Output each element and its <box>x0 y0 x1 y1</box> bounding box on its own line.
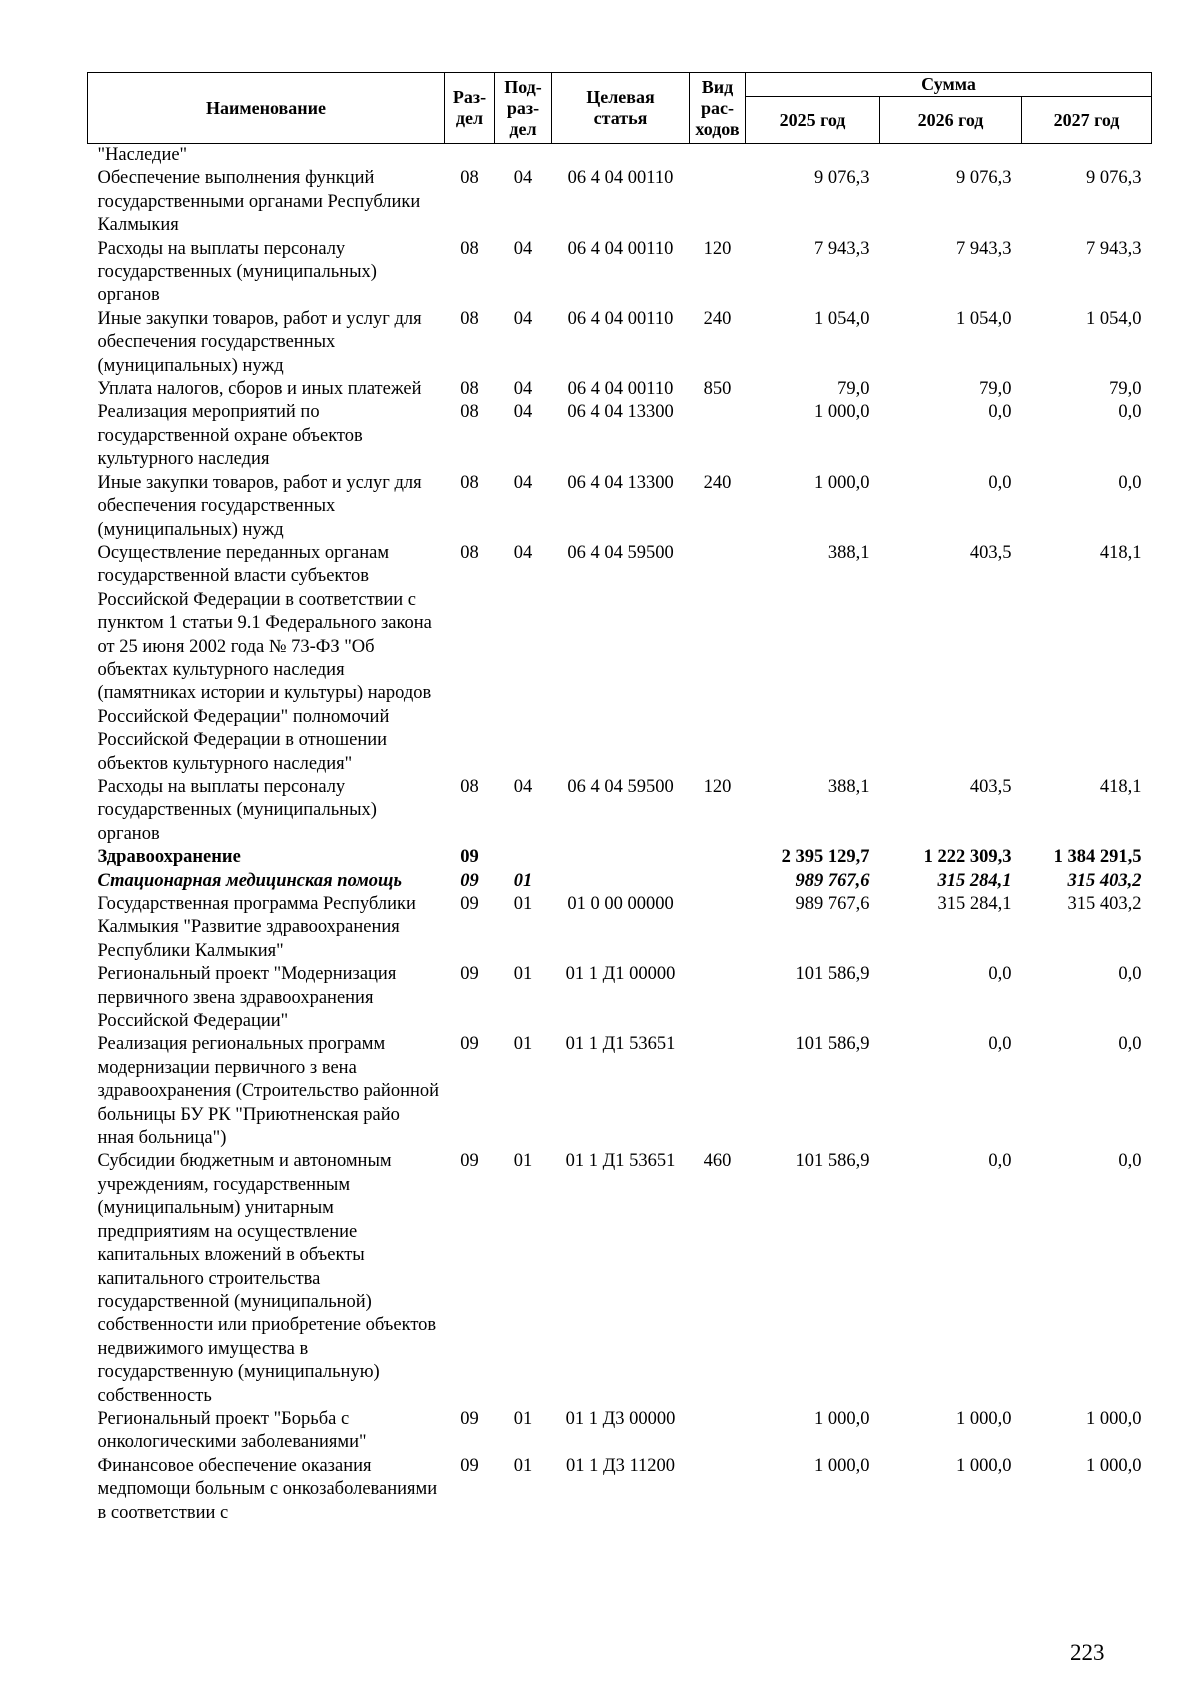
cell-sum-2025: 1 054,0 <box>814 308 870 329</box>
table-row <box>88 472 1152 542</box>
cell-sum-2025: 79,0 <box>837 379 870 400</box>
table-row <box>88 401 1152 471</box>
cell-razdel: 09 <box>460 1408 479 1429</box>
header-2026: 2026 год <box>880 97 1022 144</box>
cell-sum-2026: 0,0 <box>988 1151 1012 1172</box>
cell-name: Обеспечение выполнения функций государственными органами Республики Калмыкия <box>97 168 421 236</box>
table-row <box>88 378 1152 401</box>
cell-celevaya-statya: 01 0 00 00000 <box>567 894 674 914</box>
cell-razdel: 09 <box>460 894 479 914</box>
table-row <box>88 1408 1152 1455</box>
cell-vid-rashodov <box>690 846 746 869</box>
cell-sum-2027: 1 000,0 <box>1086 1455 1142 1476</box>
cell-podrazdel: 01 <box>513 870 533 891</box>
cell-vid-rashodov <box>690 893 746 963</box>
cell-sum-2025: 388,1 <box>827 542 870 563</box>
cell-razdel: 09 <box>460 1455 479 1476</box>
cell-celevaya-statya: 06 4 04 59500 <box>567 776 674 797</box>
cell-celevaya-statya: 06 4 04 59500 <box>567 542 674 563</box>
cell-sum-2025: 1 000,0 <box>814 472 870 493</box>
cell-podrazdel: 04 <box>513 472 533 493</box>
cell-vid-rashodov: 460 <box>703 1151 732 1172</box>
cell-vid-rashodov <box>690 1455 746 1525</box>
cell-sum-2027: 315 403,2 <box>1067 870 1142 891</box>
cell-podrazdel: 01 <box>513 1455 533 1476</box>
cell-sum-2025 <box>746 144 880 168</box>
cell-vid-rashodov: 120 <box>703 776 732 797</box>
cell-podrazdel: 04 <box>513 238 533 259</box>
cell-celevaya-statya: 01 1 Д1 53651 <box>565 1151 676 1172</box>
cell-sum-2026: 403,5 <box>969 776 1012 797</box>
cell-sum-2027: 7 943,3 <box>1086 238 1142 259</box>
cell-sum-2026: 315 284,1 <box>937 894 1012 914</box>
cell-sum-2027: 0,0 <box>1118 964 1142 985</box>
cell-sum-2025: 388,1 <box>827 776 870 797</box>
cell-podrazdel: 01 <box>513 1034 533 1055</box>
cell-sum-2025: 989 767,6 <box>795 870 870 891</box>
cell-razdel: 09 <box>460 964 479 985</box>
table-row <box>88 1455 1152 1525</box>
cell-podrazdel: 04 <box>513 776 533 797</box>
cell-sum-2026: 0,0 <box>988 964 1012 985</box>
cell-name: Субсидии бюджетным и автономным учреждениям, государственным (муниципальным) унитарным предприятиям на осуществление капитальных вложений в объекты капитального строительства государственной (муниципальной) собственности или приобретение объектов недвижимого имущества в государственную (муниципальную) собственность <box>97 1151 437 1406</box>
cell-podrazdel: 01 <box>513 964 533 985</box>
cell-vid-rashodov <box>690 963 746 1033</box>
cell-sum-2026: 0,0 <box>988 472 1012 493</box>
table-row <box>88 1150 1152 1407</box>
table-row <box>88 542 1152 776</box>
cell-name: Уплата налогов, сборов и иных платежей <box>97 379 422 400</box>
table-row <box>88 776 1152 846</box>
header-2025: 2025 год <box>746 97 880 144</box>
cell-vid-rashodov <box>690 401 746 471</box>
cell-sum-2026: 315 284,1 <box>937 870 1012 891</box>
page-number: 223 <box>1070 1640 1105 1665</box>
table-row <box>88 963 1152 1033</box>
cell-celevaya-statya: 01 1 Д3 11200 <box>565 1455 676 1476</box>
cell-sum-2025: 7 943,3 <box>814 238 870 259</box>
cell-vid-rashodov <box>690 144 746 168</box>
cell-name: Расходы на выплаты персоналу государственных (муниципальных) органов <box>97 776 377 844</box>
cell-name: Региональный проект "Модернизация первичного звена здравоохранения Российской Федерации" <box>97 964 397 1032</box>
cell-name: Государственная программа Республики Калмыкия "Развитие здравоохранения Республики Калмыкия" <box>97 894 416 961</box>
cell-sum-2025: 1 000,0 <box>814 1408 870 1429</box>
cell-name: Реализация региональных программ модернизации первичного з вена здравоохранения (Строительство районной больницы БУ РК "Приютненская райо нная больница") <box>97 1034 440 1149</box>
cell-celevaya-statya: 01 1 Д1 53651 <box>565 1034 676 1055</box>
cell-sum-2027: 315 403,2 <box>1067 894 1142 914</box>
cell-celevaya-statya <box>552 870 690 893</box>
cell-sum-2026: 7 943,3 <box>956 238 1012 259</box>
cell-name: Региональный проект "Борьба с онкологическими заболеваниями" <box>97 1408 367 1453</box>
cell-razdel <box>445 144 495 168</box>
cell-sum-2027: 79,0 <box>1109 379 1142 400</box>
cell-vid-rashodov: 240 <box>703 308 732 329</box>
cell-celevaya-statya: 06 4 04 00110 <box>567 379 674 400</box>
cell-podrazdel: 04 <box>513 168 533 189</box>
cell-name: Стационарная медицинская помощь <box>97 870 402 891</box>
cell-podrazdel: 01 <box>513 1151 533 1172</box>
cell-name: "Наследие" <box>97 145 188 165</box>
cell-celevaya-statya <box>552 144 690 168</box>
cell-sum-2025: 2 395 129,7 <box>781 847 870 868</box>
cell-sum-2026 <box>880 144 1022 168</box>
table-row <box>88 893 1152 963</box>
cell-name: Осуществление переданных органам государственной власти субъектов Российской Федерации в соответствии с пунктом 1 статьи 9.1 Федерального закона от 25 июня 2002 года № 73-ФЗ "Об объектах культурного наследия (памятниках истории и культуры) народов Российской Федерации" полномочий Российской Федерации в отношении объектов культурного наследия" <box>97 542 432 774</box>
cell-sum-2025: 1 000,0 <box>814 1455 870 1476</box>
cell-razdel: 08 <box>460 379 479 400</box>
cell-podrazdel: 04 <box>513 379 533 400</box>
cell-sum-2025: 101 586,9 <box>795 1034 870 1055</box>
cell-sum-2027 <box>1022 144 1152 168</box>
cell-vid-rashodov <box>690 542 746 776</box>
cell-razdel: 09 <box>460 1151 479 1172</box>
cell-celevaya-statya: 01 1 Д3 00000 <box>565 1408 676 1429</box>
cell-razdel: 08 <box>460 238 479 259</box>
cell-sum-2026: 0,0 <box>988 1034 1012 1055</box>
table-row <box>88 167 1152 237</box>
cell-sum-2027: 1 054,0 <box>1086 308 1142 329</box>
cell-podrazdel: 04 <box>513 402 533 423</box>
table-row <box>88 308 1152 378</box>
table-row <box>88 846 1152 869</box>
cell-sum-2026: 9 076,3 <box>956 168 1012 189</box>
header-2027: 2027 год <box>1022 97 1152 144</box>
cell-name: Расходы на выплаты персоналу государственных (муниципальных) органов <box>97 238 377 306</box>
cell-sum-2025: 989 767,6 <box>795 894 870 914</box>
table-row <box>88 1033 1152 1150</box>
header-podrazdel: Под- раз- дел <box>495 73 552 144</box>
cell-name: Финансовое обеспечение оказания медпомощи больным с онкозаболеваниями в соответствии с <box>97 1455 438 1523</box>
cell-podrazdel <box>495 846 552 869</box>
cell-sum-2026: 1 000,0 <box>956 1408 1012 1429</box>
cell-sum-2026: 1 054,0 <box>956 308 1012 329</box>
header-summa: Сумма <box>746 73 1152 97</box>
cell-podrazdel: 01 <box>513 894 533 914</box>
cell-celevaya-statya: 06 4 04 13300 <box>567 402 674 423</box>
cell-sum-2026: 403,5 <box>969 542 1012 563</box>
cell-celevaya-statya: 06 4 04 00110 <box>567 238 674 259</box>
cell-sum-2027: 0,0 <box>1118 472 1142 493</box>
cell-razdel: 08 <box>460 168 479 189</box>
cell-sum-2027: 0,0 <box>1118 1034 1142 1055</box>
cell-sum-2026: 79,0 <box>979 379 1012 400</box>
cell-razdel: 08 <box>460 542 479 563</box>
cell-podrazdel <box>495 144 552 168</box>
header-name: Наименование <box>88 73 445 144</box>
cell-podrazdel: 04 <box>513 308 533 329</box>
table-row <box>88 870 1152 893</box>
cell-razdel: 08 <box>460 402 479 423</box>
table-body <box>88 144 1152 1525</box>
cell-vid-rashodov: 120 <box>703 238 732 259</box>
cell-celevaya-statya <box>552 846 690 869</box>
cell-sum-2027: 1 384 291,5 <box>1053 847 1142 868</box>
cell-vid-rashodov: 240 <box>703 472 732 493</box>
cell-vid-rashodov <box>690 1408 746 1455</box>
cell-name: Реализация мероприятий по государственной охране объектов культурного наследия <box>97 402 363 470</box>
cell-sum-2026: 1 000,0 <box>956 1455 1012 1476</box>
cell-vid-rashodov: 850 <box>703 379 732 400</box>
budget-table <box>87 72 1152 1525</box>
cell-sum-2026: 0,0 <box>988 402 1012 423</box>
cell-celevaya-statya: 01 1 Д1 00000 <box>565 964 676 985</box>
table-row <box>88 238 1152 308</box>
cell-vid-rashodov <box>690 870 746 893</box>
cell-razdel: 09 <box>460 847 479 868</box>
cell-razdel: 08 <box>460 776 479 797</box>
cell-name: Иные закупки товаров, работ и услуг для обеспечения государственных (муниципальных) нужд <box>97 472 422 540</box>
cell-sum-2025: 9 076,3 <box>814 168 870 189</box>
cell-razdel: 08 <box>460 308 479 329</box>
cell-razdel: 09 <box>460 1034 479 1055</box>
cell-sum-2025: 1 000,0 <box>814 402 870 423</box>
cell-podrazdel: 01 <box>513 1408 533 1429</box>
header-vid: Вид рас- ходов <box>690 73 746 144</box>
cell-sum-2025: 101 586,9 <box>795 964 870 985</box>
cell-vid-rashodov <box>690 167 746 237</box>
cell-vid-rashodov <box>690 1033 746 1150</box>
header-razdel: Раз- дел <box>445 73 495 144</box>
table-row <box>88 144 1152 168</box>
cell-razdel: 09 <box>460 870 479 891</box>
cell-sum-2026: 1 222 309,3 <box>923 847 1012 868</box>
cell-sum-2027: 418,1 <box>1099 542 1142 563</box>
cell-name: Иные закупки товаров, работ и услуг для обеспечения государственных (муниципальных) нужд <box>97 308 422 376</box>
header-celevaya: Целевая статья <box>552 73 690 144</box>
cell-sum-2027: 0,0 <box>1118 402 1142 423</box>
cell-sum-2027: 418,1 <box>1099 776 1142 797</box>
cell-sum-2027: 1 000,0 <box>1086 1408 1142 1429</box>
cell-name: Здравоохранение <box>97 847 241 868</box>
cell-celevaya-statya: 06 4 04 00110 <box>567 168 674 189</box>
cell-celevaya-statya: 06 4 04 00110 <box>567 308 674 329</box>
cell-podrazdel: 04 <box>513 542 533 563</box>
cell-celevaya-statya: 06 4 04 13300 <box>567 472 674 493</box>
cell-razdel: 08 <box>460 472 479 493</box>
cell-sum-2025: 101 586,9 <box>795 1151 870 1172</box>
table-header <box>88 73 1152 144</box>
cell-sum-2027: 9 076,3 <box>1086 168 1142 189</box>
cell-sum-2027: 0,0 <box>1118 1151 1142 1172</box>
